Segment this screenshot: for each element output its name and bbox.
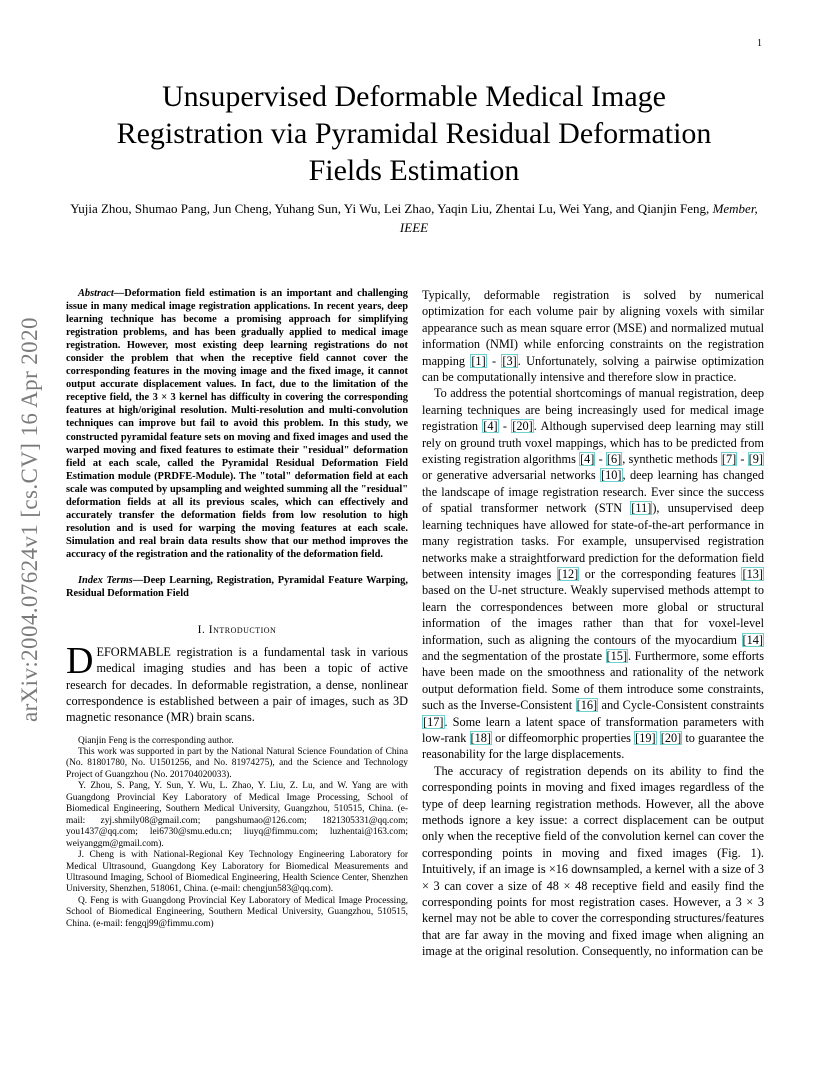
index-terms xyxy=(66,574,408,600)
citation-link[interactable]: [7] xyxy=(721,452,737,467)
index-terms-text: Deep Learning, Registration, Pyramidal Feature Warping, Residual Deformation Field xyxy=(66,574,408,600)
citation-link[interactable]: [9] xyxy=(748,452,764,467)
intro-text: registration is a fundamental task in various medical imaging studies and has been a topic of active research for decades. In deformable registration, a dense, nonlinear correspondence is established between a pair of images, such as 3D magnetic resonance (MR) brain scans. xyxy=(66,645,408,725)
citation-link[interactable]: [12] xyxy=(557,566,579,581)
citation-link[interactable]: [4] xyxy=(580,452,595,467)
intro-paragraph xyxy=(66,640,408,725)
author-names: Yujia Zhou, Shumao Pang, Jun Cheng, Yuhang Sun, Yi Wu, Lei Zhao, Yaqin Liu, Zhentai Lu, Wei Yang, and Qianjin Feng, xyxy=(70,201,713,216)
citation-link[interactable]: [20] xyxy=(660,730,682,745)
citation-link[interactable]: [1] xyxy=(471,353,486,368)
right-column xyxy=(422,287,764,960)
paper-title xyxy=(60,78,768,189)
citation-link[interactable]: [4] xyxy=(483,419,498,434)
citation-link[interactable]: [19] xyxy=(635,730,656,745)
title-line-3: Fields Estimation xyxy=(308,154,520,187)
intro-lead-word: EFORMABLE xyxy=(96,645,171,660)
abstract-text: Deformation field estimation is an important and challenging issue in many medical image registration applications. In recent years, deep learning technique has become a promising approach for simplifying registration problems, and has been gradually applied to medical image registration. However, most existing deep learning registrations do not consider the problem that when the receptive field cannot cover the corresponding features in the moving image and the fixed image, it cannot output accurate displacement values. In fact, due to the limitation of the receptive field, the 3 × 3 kernel has difficulty in covering the corresponding features at high/original resolution. Multi-resolution and multi-convolution techniques can improve but fail to avoid this problem. In this study, we constructed pyramidal feature sets on moving and fixed images and used the warped moving and fixed features to estimate their "residual" deformation field at each scale, called the Pyramidal Residual Deformation Field Estimation module (PRDFE-Module). The "total" deformation field at each scale was computed by upsampling and weighted summing all the "residual" deformation fields at all its previous scales, which can effectively and accurately transfer the deformation fields from low resolution to high resolution and is used for warping the moving features at each scale. Simulation and real brain data results show that our method improves the accuracy of the registration and the rationality of the deformation field. xyxy=(66,288,408,560)
drop-cap: D xyxy=(66,640,94,683)
citation-link[interactable]: [17] xyxy=(423,714,444,729)
title-line-1: Unsupervised Deformable Medical Image xyxy=(162,80,666,113)
body-paragraph-3: The accuracy of registration depends on its ability to find the corresponding points in moving and fixed images regardless of the type of deep learning registration methods. However, all the above methods ignore a key issue: a correct displacement can be output only when the receptive field of the convolution kernel can cover the corresponding points in moving and fixed images (Fig. 1). Intuitively, if an image is ×16 downsampled, a kernel with a size of 3 × 3 can cover a size of 48 × 48 receptive field and easily find the corresponding points for most registration cases. However, a 3 × 3 kernel may not be able to cover the corresponding structures/features that are far away in the moving and fixed image when aligning an image at the original resolution. Consequently, no information can be xyxy=(422,763,764,959)
citation-link[interactable]: [10] xyxy=(601,468,622,483)
section-number: I. xyxy=(197,624,206,637)
footnotes xyxy=(66,736,408,931)
abstract xyxy=(66,287,408,561)
citation-link[interactable]: [20] xyxy=(512,419,533,434)
footnote-funding: This work was supported in part by the National Natural Science Foundation of China (No. 81801780, No. U1501256, and No. 81974275), and the Science and Technology Project of Guangzhou (No. 201704020033). xyxy=(66,747,408,780)
author-list xyxy=(60,199,768,237)
section-heading-introduction xyxy=(66,624,408,636)
citation-link[interactable]: [16] xyxy=(576,698,598,713)
citation-link[interactable]: [18] xyxy=(470,730,492,745)
footnote-affiliation-feng: Q. Feng is with Guangdong Provincial Key Laboratory of Medical Image Processing, School of Biomedical Engineering, Southern Medical University, Guangzhou, 510515, China. (e-mail: fengqj99@fimmu.com) xyxy=(66,895,408,929)
index-terms-label: Index Terms xyxy=(78,574,133,586)
footnote-corresponding: Qianjin Feng is the corresponding author. xyxy=(78,735,234,746)
section-title: Introduction xyxy=(208,624,277,637)
citation-link[interactable]: [6] xyxy=(606,452,622,467)
abstract-label: Abstract xyxy=(78,288,114,299)
body-paragraph-2: To address the potential shortcomings of manual registration, deep learning techniques are being increasingly used for medical image registration [4] - [20]. Although supervised deep learning may still rely on ground truth voxel mappings, which has to be predicted from existing registration algorithms [4] - [6], synthetic methods [7] - [9] or generative adversarial networks [10], deep learning has changed the landscape of image registration research. Ever since the success of spatial transformer network (STN [11]), unsupervised deep learning techniques have allowed for state-of-the-art performance in many registration tasks. For example, unsupervised registration networks make a straightforward prediction for the deformation field between intensity images [12] or the corresponding features [13] based on the U-net structure. Weakly supervised methods attempt to learn the correspondences between more global or structural information of the images rather than that for voxel-level information, such as aligning the contours of the myocardium [14] and the segmentation of the prostate [15]. Furthermore, some efforts have been made on the smoothness and rationality of the network output deformation field. Some of them introduce some constraints, such as the Inverse-Consistent [16] and Cycle-Consistent constraints [17]. Some learn a latent space of transformation parameters with low-rank [18] or diffeomorphic properties [19] [20] to guarantee the reasonability for the large displacements. xyxy=(422,386,765,762)
index-terms-dash: — xyxy=(132,574,144,586)
citation-link[interactable]: [11] xyxy=(631,501,652,516)
page-number: 1 xyxy=(757,38,762,49)
citation-link[interactable]: [3] xyxy=(502,353,517,368)
abstract-dash: — xyxy=(113,288,125,299)
arxiv-stamp: arXiv:2004.07624v1 [cs.CV] 16 Apr 2020 xyxy=(17,317,42,723)
footnote-affiliation-smu: Y. Zhou, S. Pang, Y. Sun, Y. Wu, L. Zhao, Y. Liu, Z. Lu, and W. Yang are with Guangdong Provincial Key Laboratory of Medical Image Processing, School of Biomedical Engineering, Southern Medical University, Guangzhou, 510515, China. (e-mail: zyj.shmily08@gmail.com; pangshumao@126.com; 1821305331@qq.com; you1437@qq.com; lei6730@smu.edu.cn; liuyq@fimmu.com; luzhentai@163.com; weiyanggm@gmail.com). xyxy=(66,781,408,849)
author-membership: Member, IEEE xyxy=(399,201,758,235)
citation-link[interactable]: [14] xyxy=(742,632,763,647)
body-paragraph-1: Typically, deformable registration is solved by numerical optimization for each volume pair by aligning voxels with similar appearance such as mean square error (MSE) and normalized mutual information (NMI) while enforcing constraints on the registration mapping [1] - [3]. Unfortunately, solving a pairwise optimization can be computationally intensive and therefore slow in practice. xyxy=(422,288,764,385)
left-column xyxy=(66,287,408,930)
footnote-affiliation-szu: J. Cheng is with National-Regional Key Technology Engineering Laboratory for Medical Ultrasound, Guangdong Key Laboratory for Biomedical Measurements and Ultrasound Imaging, School of Biomedical Engineering, Health Science Center, Shenzhen University, Shenzhen, 518061, China. (e-mail: chengjun583@qq.com). xyxy=(66,850,408,895)
citation-link[interactable]: [15] xyxy=(606,648,628,663)
title-line-2: Registration via Pyramidal Residual Deformation xyxy=(116,117,712,150)
citation-link[interactable]: [13] xyxy=(742,566,763,581)
